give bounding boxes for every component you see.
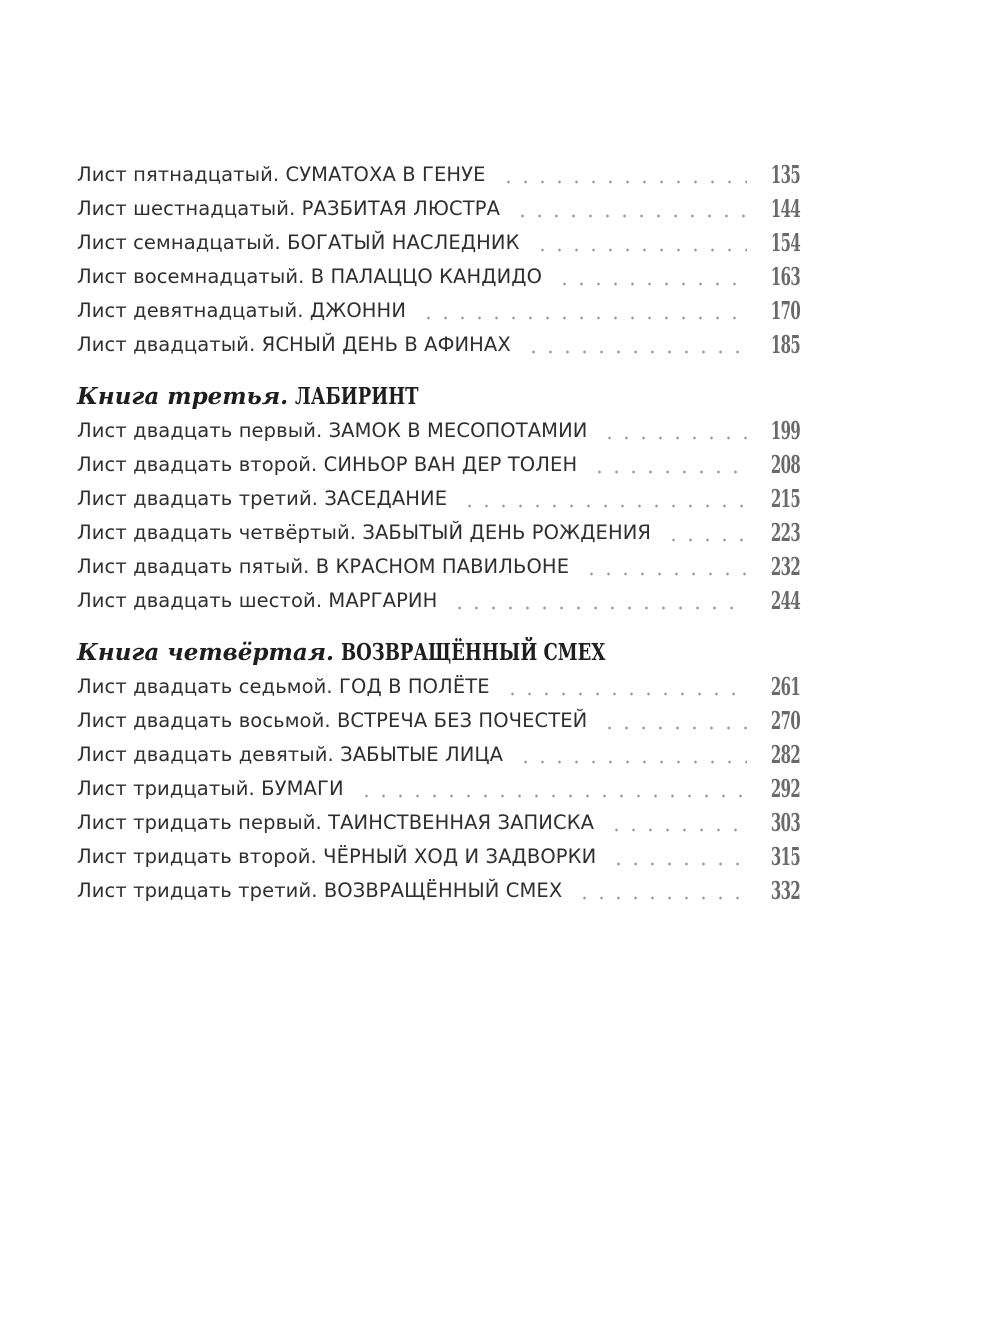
dot-leader bbox=[601, 726, 747, 730]
dot-leader bbox=[665, 538, 747, 542]
dot-leader bbox=[504, 692, 747, 696]
page-number: 244 bbox=[770, 586, 800, 615]
dot-leader bbox=[556, 282, 747, 286]
toc-entry[interactable] bbox=[77, 872, 800, 906]
toc-entry[interactable] bbox=[77, 190, 800, 224]
entry-title: Лист тридцатый. БУМАГИ bbox=[77, 777, 344, 800]
section-heading bbox=[77, 634, 800, 668]
dot-leader bbox=[591, 470, 747, 474]
page-number: 303 bbox=[770, 808, 800, 837]
dot-leader bbox=[420, 316, 747, 320]
page-number: 163 bbox=[770, 262, 800, 291]
dot-leader bbox=[576, 896, 747, 900]
toc-entry[interactable] bbox=[77, 668, 800, 702]
entry-title: Лист тридцать третий. ВОЗВРАЩЁННЫЙ СМЕХ bbox=[77, 879, 563, 902]
dot-leader bbox=[534, 248, 747, 252]
toc-entry[interactable] bbox=[77, 582, 800, 616]
toc-entry[interactable] bbox=[77, 412, 800, 446]
page-number: 199 bbox=[770, 416, 800, 445]
dot-leader bbox=[451, 606, 747, 610]
entry-title: Лист двадцать четвёртый. ЗАБЫТЫЙ ДЕНЬ РОЖДЕНИЯ bbox=[77, 521, 652, 544]
entry-title: Лист двадцать третий. ЗАСЕДАНИЕ bbox=[77, 487, 448, 510]
section-heading-title: ЛАБИРИНТ bbox=[295, 383, 419, 410]
table-of-contents bbox=[77, 156, 800, 906]
section-heading-prefix: Книга четвёртая. bbox=[77, 639, 335, 666]
toc-entry[interactable] bbox=[77, 224, 800, 258]
entry-title: Лист пятнадцатый. СУМАТОХА В ГЕНУЕ bbox=[77, 163, 486, 186]
dot-leader bbox=[358, 794, 747, 798]
dot-leader bbox=[608, 828, 747, 832]
toc-entry[interactable] bbox=[77, 292, 800, 326]
toc-group-book-two-continued bbox=[77, 156, 800, 360]
page-number: 232 bbox=[770, 552, 800, 581]
entry-title: Лист двадцать пятый. В КРАСНОМ ПАВИЛЬОНЕ bbox=[77, 555, 570, 578]
dot-leader bbox=[610, 862, 747, 866]
entry-title: Лист двадцать девятый. ЗАБЫТЫЕ ЛИЦА bbox=[77, 743, 504, 766]
page-number: 170 bbox=[770, 296, 800, 325]
page-number: 315 bbox=[770, 842, 800, 871]
entry-title: Лист тридцать второй. ЧЁРНЫЙ ХОД И ЗАДВОРКИ bbox=[77, 845, 597, 868]
entry-title: Лист шестнадцатый. РАЗБИТАЯ ЛЮСТРА bbox=[77, 197, 501, 220]
dot-leader bbox=[514, 214, 747, 218]
toc-entry[interactable] bbox=[77, 480, 800, 514]
section-heading-title: ВОЗВРАЩЁННЫЙ СМЕХ bbox=[341, 639, 606, 666]
page-number: 154 bbox=[770, 228, 800, 257]
entry-title: Лист двадцатый. ЯСНЫЙ ДЕНЬ В АФИНАХ bbox=[77, 333, 511, 356]
toc-entry[interactable] bbox=[77, 156, 800, 190]
dot-leader bbox=[517, 760, 747, 764]
dot-leader bbox=[601, 436, 746, 440]
page-number: 292 bbox=[770, 774, 800, 803]
page-number: 208 bbox=[770, 450, 800, 479]
page-number: 135 bbox=[770, 160, 800, 189]
toc-entry[interactable] bbox=[77, 446, 800, 480]
entry-title: Лист двадцать второй. СИНЬОР ВАН ДЕР ТОЛЕН bbox=[77, 453, 578, 476]
entry-title: Лист семнадцатый. БОГАТЫЙ НАСЛЕДНИК bbox=[77, 231, 520, 254]
toc-entry[interactable] bbox=[77, 804, 800, 838]
dot-leader bbox=[525, 350, 747, 354]
toc-entry[interactable] bbox=[77, 770, 800, 804]
toc-entry[interactable] bbox=[77, 326, 800, 360]
toc-entry[interactable] bbox=[77, 736, 800, 770]
entry-title: Лист двадцать шестой. МАРГАРИН bbox=[77, 589, 438, 612]
entry-title: Лист восемнадцатый. В ПАЛАЦЦО КАНДИДО bbox=[77, 265, 543, 288]
toc-entry[interactable] bbox=[77, 548, 800, 582]
toc-entry[interactable] bbox=[77, 514, 800, 548]
dot-leader bbox=[461, 504, 747, 508]
dot-leader bbox=[500, 180, 747, 184]
page-number: 282 bbox=[770, 740, 800, 769]
toc-group-book-four bbox=[77, 634, 800, 906]
entry-title: Лист двадцать восьмой. ВСТРЕЧА БЕЗ ПОЧЕСТЕЙ bbox=[77, 709, 588, 732]
page-number: 144 bbox=[770, 194, 800, 223]
dot-leader bbox=[583, 572, 747, 576]
toc-entry[interactable] bbox=[77, 702, 800, 736]
entry-title: Лист двадцать первый. ЗАМОК В МЕСОПОТАМИИ bbox=[77, 419, 588, 442]
page-number: 332 bbox=[770, 876, 800, 905]
toc-group-book-three bbox=[77, 378, 800, 616]
entry-title: Лист девятнадцатый. ДЖОННИ bbox=[77, 299, 407, 322]
page-number: 270 bbox=[770, 706, 800, 735]
entry-title: Лист двадцать седьмой. ГОД В ПОЛЁТЕ bbox=[77, 675, 490, 698]
toc-entry[interactable] bbox=[77, 838, 800, 872]
page-number: 185 bbox=[770, 330, 800, 359]
toc-entry[interactable] bbox=[77, 258, 800, 292]
page-number: 215 bbox=[770, 484, 800, 513]
page-number: 223 bbox=[770, 518, 800, 547]
entry-title: Лист тридцать первый. ТАИНСТВЕННАЯ ЗАПИСКА bbox=[77, 811, 595, 834]
section-heading bbox=[77, 378, 800, 412]
page-number: 261 bbox=[770, 672, 800, 701]
section-heading-prefix: Книга третья. bbox=[77, 383, 289, 410]
